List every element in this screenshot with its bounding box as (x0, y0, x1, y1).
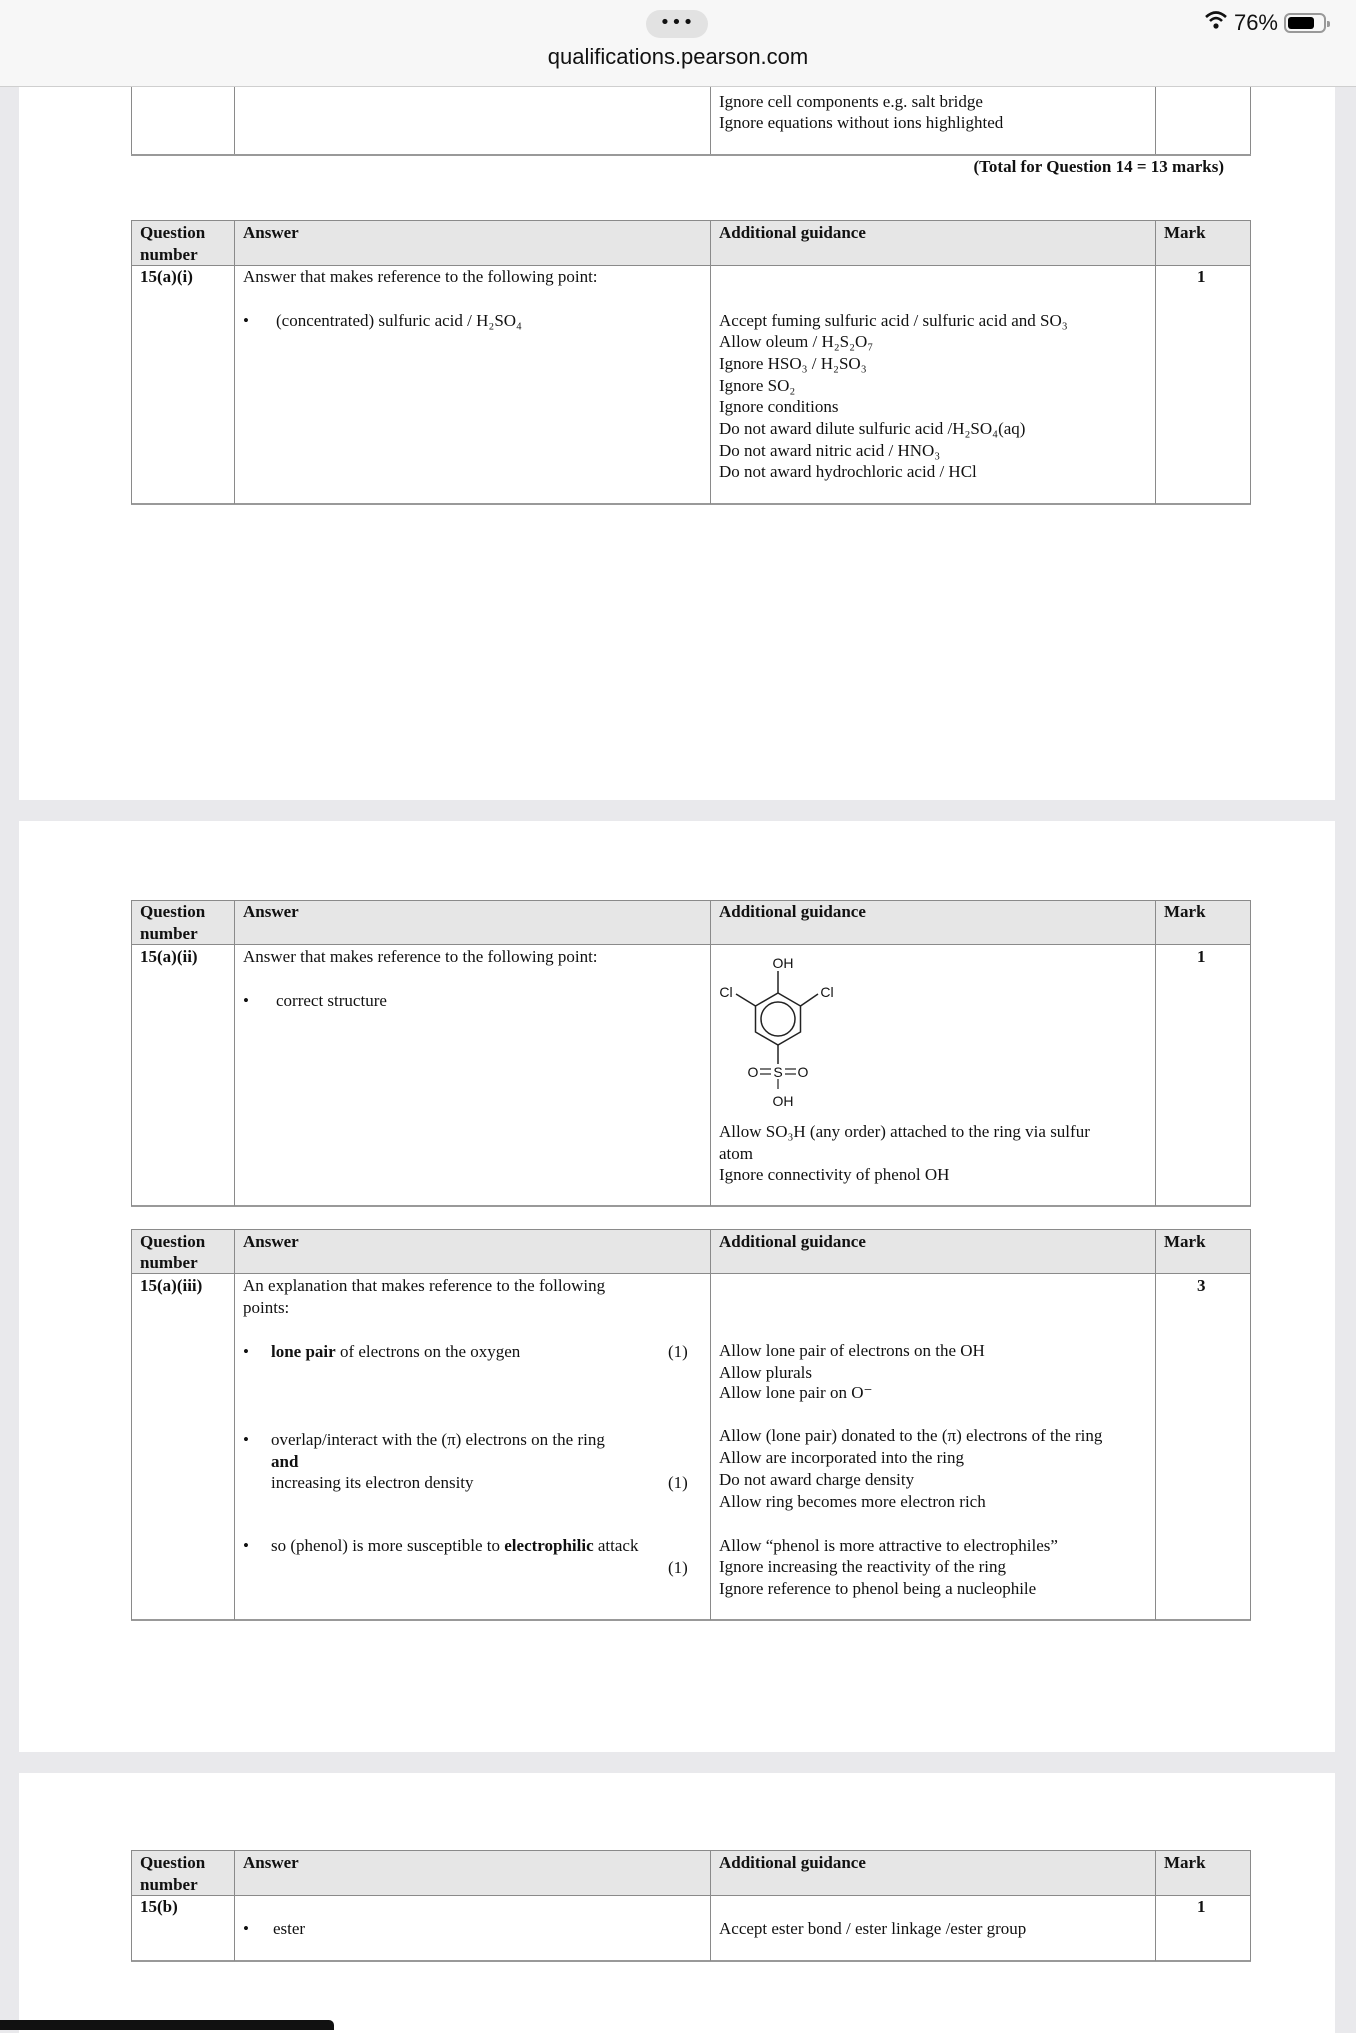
document-page-1 (19, 86, 1335, 800)
guidance-line: Ignore conditions (719, 397, 839, 416)
header-mark: Mark (1164, 223, 1206, 242)
guidance-line: Do not award charge density (719, 1470, 915, 1489)
header-mark: Mark (1164, 1853, 1206, 1872)
answer-connector: and (271, 1452, 299, 1471)
home-indicator[interactable] (0, 2020, 334, 2030)
battery-icon (1284, 13, 1326, 33)
answer-point: correct structure (276, 991, 387, 1010)
oh-label: OH (772, 955, 794, 971)
header-answer: Answer (243, 1853, 299, 1872)
guidance-line: Do not award dilute sulfuric acid /H₂SO₄(aq) (719, 419, 1026, 438)
wifi-icon (1204, 10, 1228, 36)
guidance-line: Allow oleum / H₂S₂O₇ (719, 332, 874, 351)
point-mark: (1) (668, 1558, 688, 1577)
guidance-line: Ignore connectivity of phenol OH (719, 1165, 950, 1184)
document-page-3 (19, 1773, 1335, 2033)
guidance-line: Ignore equations without ions highlighted (719, 113, 1004, 132)
question-number: 15(a)(ii) (140, 947, 198, 966)
guidance-line: Ignore reference to phenol being a nucleophile (719, 1579, 1037, 1598)
cl-label: Cl (820, 984, 834, 1000)
bullet-icon: • (243, 1342, 249, 1361)
question-total: (Total for Question 14 = 13 marks) (973, 157, 1224, 176)
guidance-line: Allow SO₃H (any order) attached to the ring via sulfur (719, 1122, 1090, 1141)
header-guidance: Additional guidance (719, 1853, 866, 1872)
cl-label: Cl (719, 984, 733, 1000)
chemical-structure (710, 950, 890, 1115)
guidance-line: Accept ester bond / ester linkage /ester group (719, 1919, 1027, 1938)
header-question: Question (140, 1232, 206, 1251)
oh-label: OH (772, 1093, 794, 1109)
guidance-line: Ignore increasing the reactivity of the ring (719, 1557, 1006, 1576)
header-answer: Answer (243, 1232, 299, 1251)
o-label: O (747, 1064, 759, 1080)
answer-point: so (phenol) is more susceptible to electrophilic attack (271, 1536, 639, 1555)
header-question: Question (140, 1853, 206, 1872)
browser-bar (0, 0, 1356, 87)
guidance-line: Ignore HSO₃ / H₂SO₃ (719, 354, 867, 373)
header-number: number (140, 1253, 198, 1272)
header-guidance: Additional guidance (719, 902, 866, 921)
guidance-line: Allow ring becomes more electron rich (719, 1492, 986, 1511)
guidance-line: atom (719, 1144, 753, 1163)
answer-point: overlap/interact with the (π) electrons on the ring (271, 1430, 605, 1449)
guidance-line: Allow (lone pair) donated to the (π) electrons of the ring (719, 1426, 1103, 1445)
answer-intro: points: (243, 1298, 290, 1317)
guidance-line: Ignore cell components e.g. salt bridge (719, 92, 983, 111)
guidance-line: Do not award nitric acid / HNO₃ (719, 441, 941, 460)
bullet-icon: • (243, 311, 249, 330)
guidance-line: Ignore SO₂ (719, 376, 796, 395)
answer-point: ester (273, 1919, 306, 1938)
answer-intro: Answer that makes reference to the following point: (243, 947, 598, 966)
battery-percent: 76% (1233, 10, 1278, 35)
mark-value: 3 (1197, 1276, 1206, 1295)
guidance-line: Accept fuming sulfuric acid / sulfuric acid and SO₃ (719, 311, 1068, 330)
guidance-line: Allow lone pair on O⁻ (719, 1383, 873, 1402)
answer-point: (concentrated) sulfuric acid / H₂SO₄ (276, 311, 522, 330)
answer-intro: Answer that makes reference to the following point: (243, 267, 598, 286)
header-guidance: Additional guidance (719, 1232, 866, 1251)
point-mark: (1) (668, 1473, 688, 1492)
header-answer: Answer (243, 902, 299, 921)
answer-point: increasing its electron density (271, 1473, 474, 1492)
question-number: 15(a)(iii) (140, 1276, 203, 1295)
s-label: S (773, 1064, 783, 1080)
header-number: number (140, 245, 198, 264)
answer-point: lone pair of electrons on the oxygen (271, 1342, 521, 1361)
question-number: 15(a)(i) (140, 267, 193, 286)
question-number: 15(b) (140, 1897, 178, 1916)
point-mark: (1) (668, 1342, 688, 1361)
o-label: O (797, 1064, 809, 1080)
guidance-line: Allow “phenol is more attractive to electrophiles” (719, 1536, 1058, 1555)
mark-value: 1 (1197, 1897, 1206, 1916)
guidance-line: Allow lone pair of electrons on the OH (719, 1341, 985, 1360)
guidance-line: Do not award hydrochloric acid / HCl (719, 462, 977, 481)
bullet-icon: • (243, 1536, 249, 1555)
bullet-icon: • (243, 991, 249, 1010)
header-guidance: Additional guidance (719, 223, 866, 242)
mark-value: 1 (1197, 267, 1206, 286)
answer-intro: An explanation that makes reference to the following (243, 1276, 606, 1295)
document-page-2 (19, 821, 1335, 1752)
guidance-line: Allow are incorporated into the ring (719, 1448, 965, 1467)
header-question: Question (140, 223, 206, 242)
guidance-line: Allow plurals (719, 1363, 813, 1382)
bullet-icon: • (243, 1430, 249, 1449)
address-bar[interactable]: qualifications.pearson.com (547, 44, 809, 69)
tab-menu-button[interactable]: ••• (646, 10, 708, 38)
header-question: Question (140, 902, 206, 921)
mark-value: 1 (1197, 947, 1206, 966)
header-number: number (140, 1875, 198, 1894)
header-mark: Mark (1164, 902, 1206, 921)
bullet-icon: • (243, 1919, 249, 1938)
header-number: number (140, 924, 198, 943)
status-indicators (1204, 10, 1326, 36)
header-mark: Mark (1164, 1232, 1206, 1251)
header-answer: Answer (243, 223, 299, 242)
